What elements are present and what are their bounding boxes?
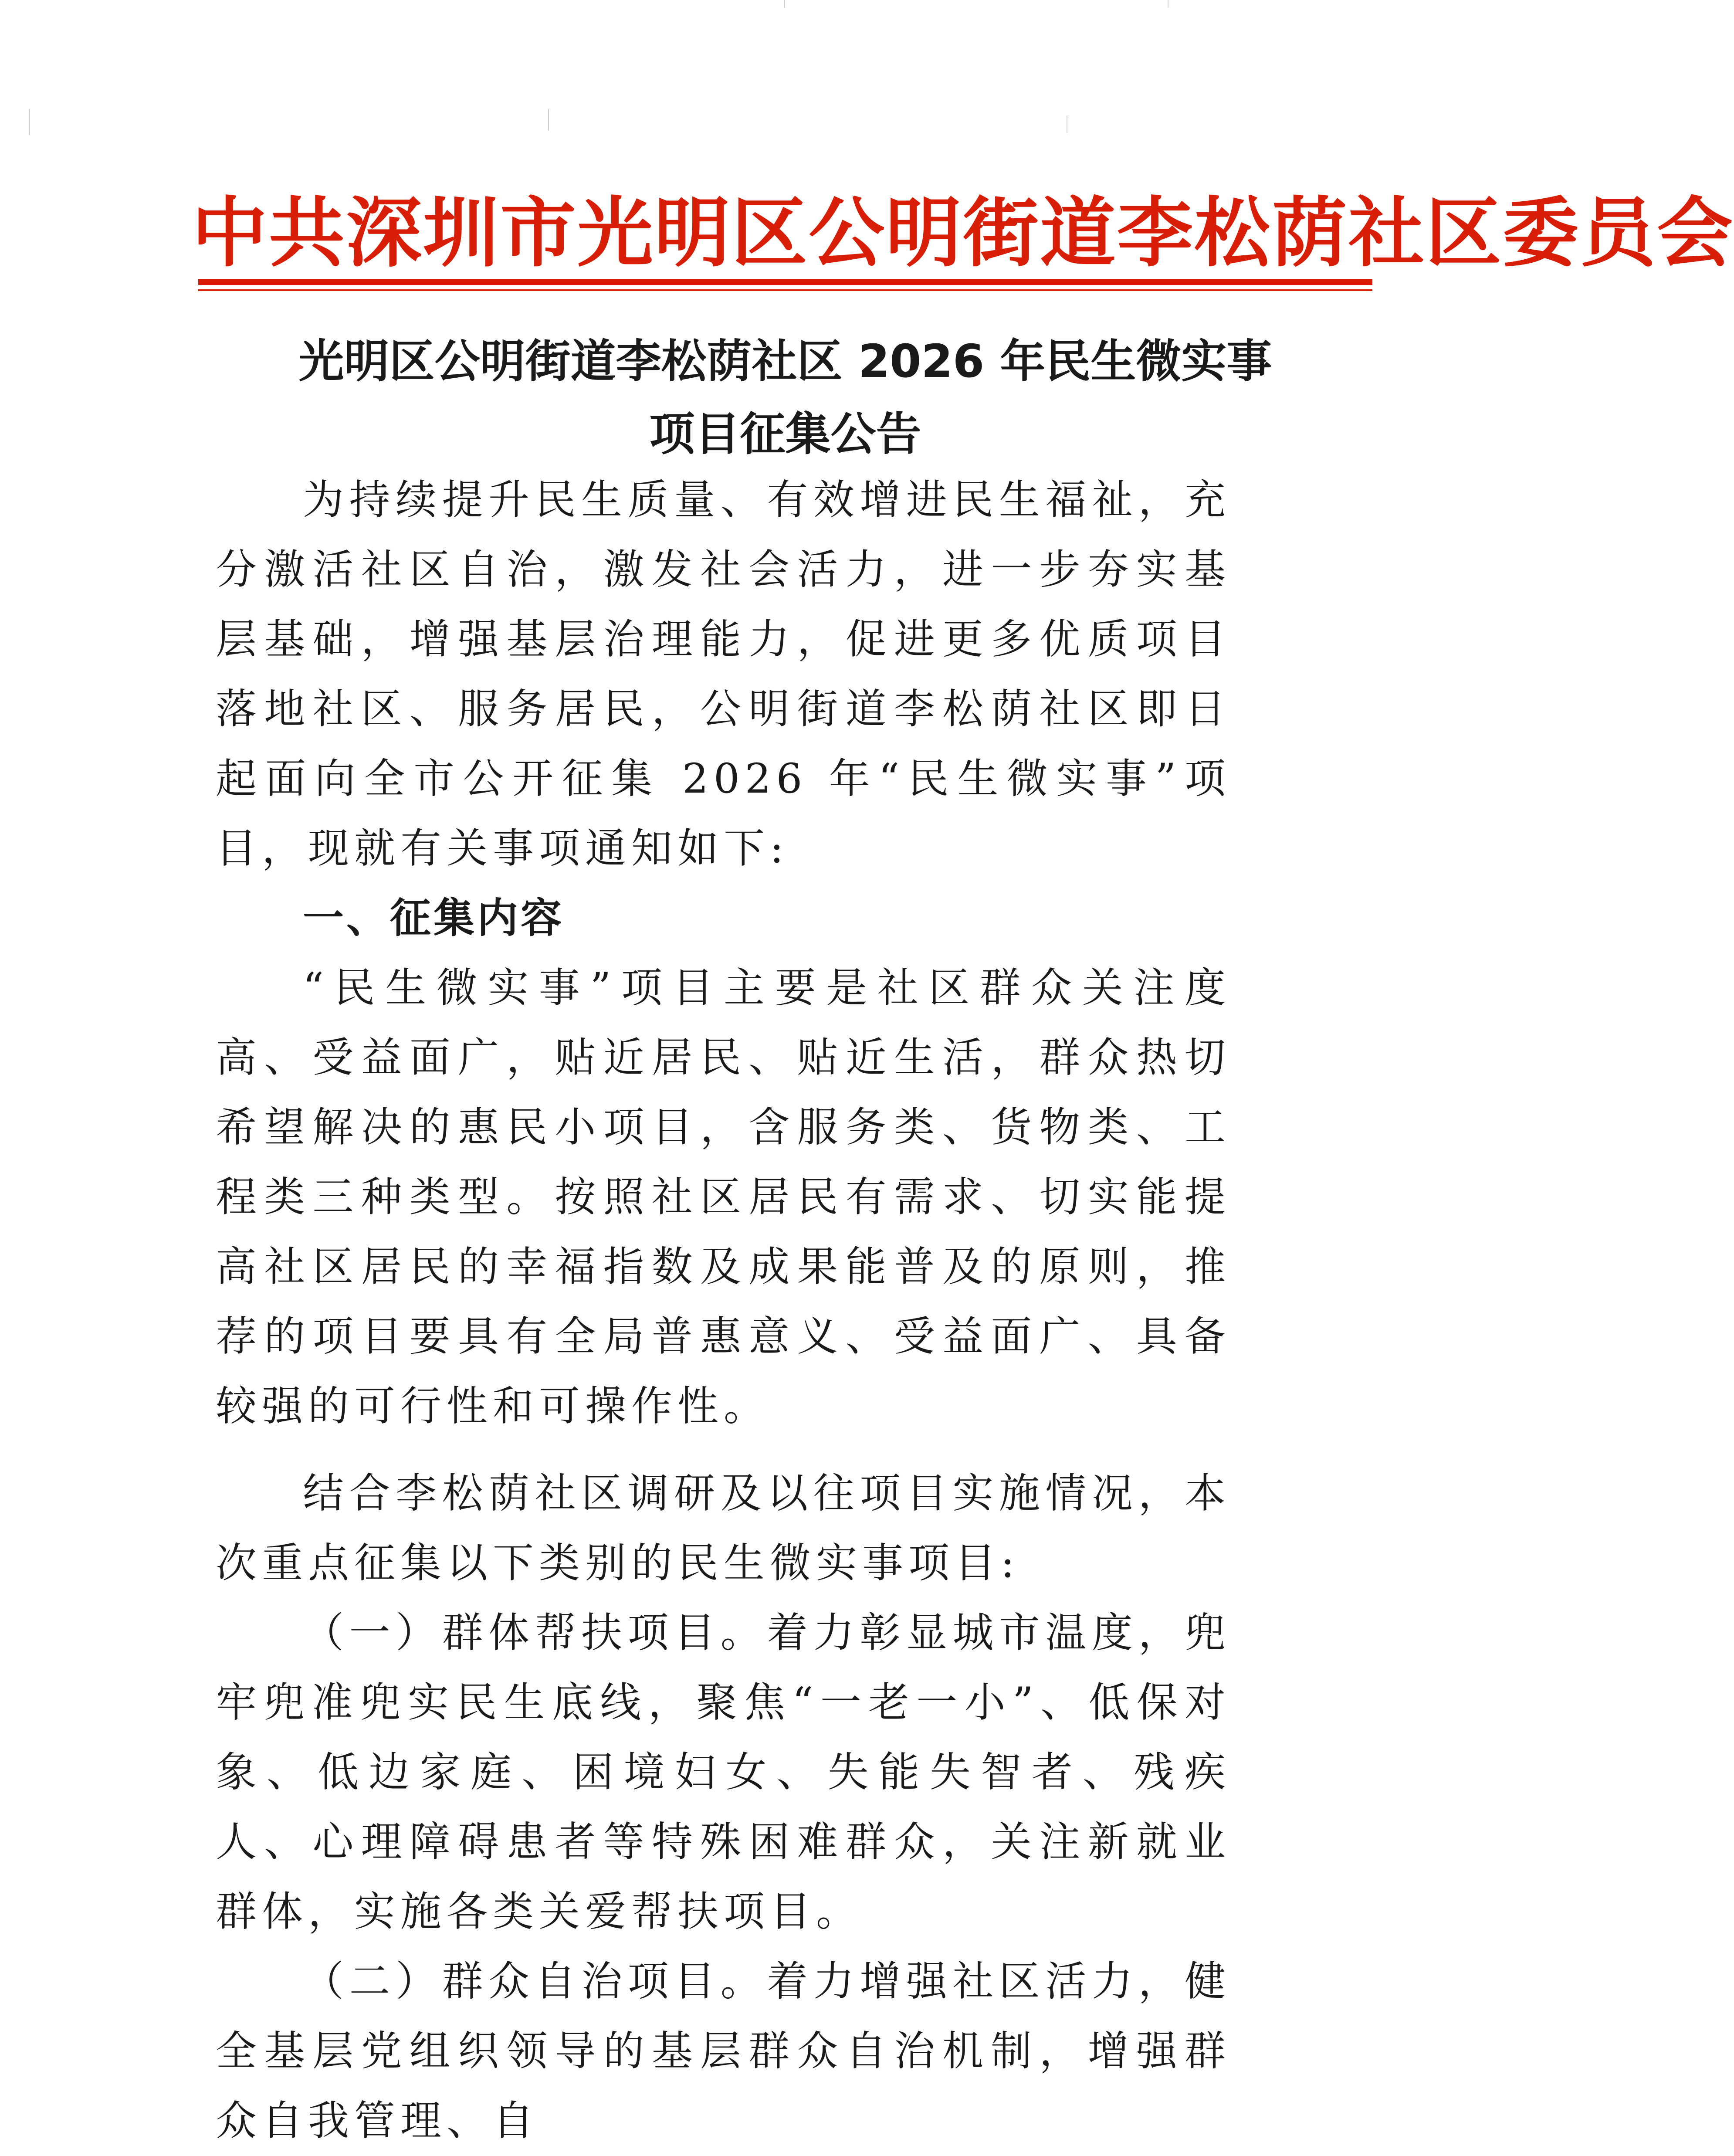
scan-artifact [548,109,549,131]
red-masthead: 中共深圳市光明区公明街道李松荫社区委员会 [192,189,1734,278]
section-paragraph: 结合李松荫社区调研及以往项目实施情况，本次重点征集以下类别的民生微实事项目: [216,1470,1231,1587]
section-heading: 一、征集内容 [303,895,565,942]
document-body [216,465,1231,2156]
masthead-rule-thick [198,279,1372,285]
document-title-line1: 光明区公明街道李松荫社区 2026 年民生微实事 [298,335,1272,388]
scan-artifact [784,0,785,8]
document-title-line2: 项目征集公告 [649,407,921,461]
masthead-rule-thin [198,289,1372,291]
scan-artifact [29,109,30,135]
list-item: （一）群体帮扶项目。着力彰显城市温度，兜牢兜准兜实民生底线，聚焦“一老一小”、低保对象、低边家庭、困境妇女、失能失智者、残疾人、心理障碍患者等特殊困难群众，关注新就业群体，实施各类关爱帮扶项目。 [216,1609,1231,1936]
list-item: （二）群众自治项目。着力增强社区活力，健全基层党组织领导的基层群众自治机制，增强群众自我管理、自 [216,1958,1231,2145]
section-paragraph: “民生微实事”项目主要是社区群众关注度高、受益面广，贴近居民、贴近生活，群众热切希望解决的惠民小项目，含服务类、货物类、工程类三种类型。按照社区居民有需求、切实能提高社区居民的幸福指数及成果能普及的原则，推荐的项目要具有全局普惠意义、受益面广、具备较强的可行性和可操作性。 [216,964,1231,1430]
intro-paragraph: 为持续提升民生质量、有效增进民生福祉，充分激活社区自治，激发社会活力，进一步夯实基层基础，增强基层治理能力，促进更多优质项目落地社区、服务居民，公明街道李松荫社区即日起面向全市公开征集 2026 年“民生微实事”项目，现就有关事项通知如下: [216,476,1231,872]
